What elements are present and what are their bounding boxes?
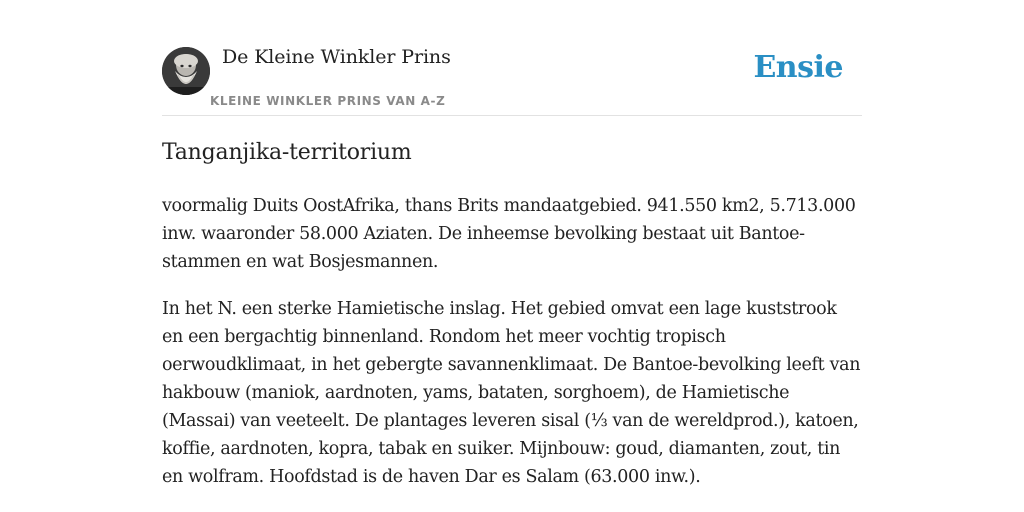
source-title[interactable]: De Kleine Winkler Prins xyxy=(222,46,451,68)
header-divider xyxy=(162,115,862,116)
brand-logo[interactable]: Ensie xyxy=(753,50,843,85)
author-avatar[interactable] xyxy=(162,47,210,95)
entry-body xyxy=(162,192,862,510)
entry-paragraph: voormalig Duits OostAfrika, thans Brits mandaatgebied. 941.550 km2, 5.713.000 inw. waaronder 58.000 Aziaten. De inheemse bevolking bestaat uit Bantoe-stammen en wat Bosjesmannen. xyxy=(162,196,856,272)
entry-title: Tanganjika-territorium xyxy=(162,140,412,165)
source-subtitle[interactable]: KLEINE WINKLER PRINS VAN A-Z xyxy=(210,94,446,108)
entry-paragraph: In het N. een sterke Hamietische inslag. Het gebied omvat een lage kuststrook en een bergachtig binnenland. Rondom het meer vochtig tropisch oerwoudklimaat, in het gebergte savannenklimaat. De Bantoe-bevolking leeft van hakbouw (maniok, aardnoten, yams, bataten, sorghoem), de Hamietische (Massai) van veeteelt. De plantages leveren sisal (⅓ van de wereldprod.), katoen, koffie, aardnoten, kopra, tabak en suiker. Mijnbouw: goud, diamanten, zout, tin en wolfram. Hoofdstad is de haven Dar es Salam (63.000 inw.). xyxy=(162,299,861,487)
bearded-man-portrait-icon xyxy=(162,47,210,95)
